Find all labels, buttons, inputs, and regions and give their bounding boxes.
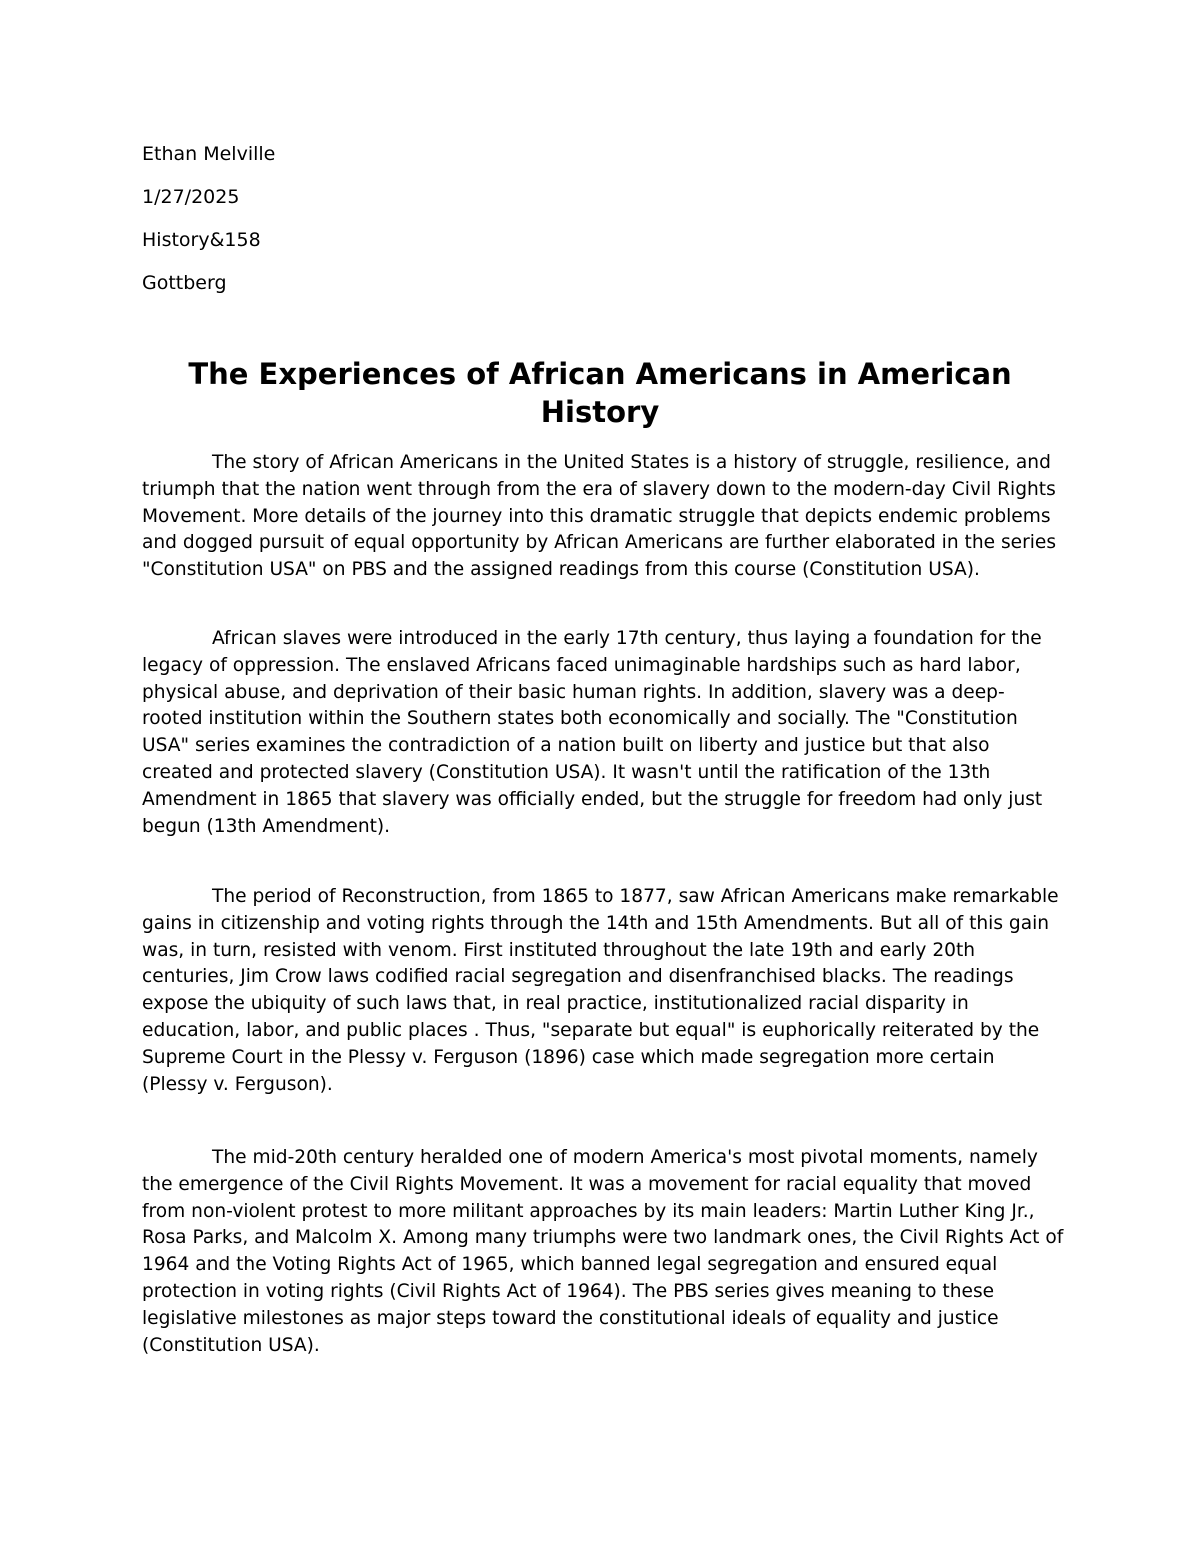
paragraph-1: The story of African Americans in the United States is a history of struggle, resilience, and triumph that the nation went through from the era of slavery down to the modern-day Civil Rights Movement. More details of the journey into this dramatic struggle that depicts endemic problems and dogged pursuit of equal opportunity by African Americans are further elaborated in the series "Constitution USA" on PBS and the assigned readings from this course (Constitution USA).: [142, 452, 1057, 581]
instructor-name: Gottberg: [142, 272, 227, 294]
author-name: Ethan Melville: [142, 143, 276, 165]
course-name: History&158: [142, 229, 261, 251]
paragraph-3: The period of Reconstruction, from 1865 to 1877, saw African Americans make remarkable gains in citizenship and voting rights through the 14th and 15th Amendments. But all of this gain was, in turn, resisted with venom. First instituted throughout the late 19th and early 20th centuries, Jim Crow laws codified racial segregation and disenfranchised blacks. The readings expose the ubiquity of such laws that, in real practice, institutionalized racial disparity in education, labor, and public places . Thus, "separate but equal" is euphorically reiterated by the Supreme Court in the Plessy v. Ferguson (1896) case which made segregation more certain (Plessy v. Ferguson).: [142, 886, 1059, 1095]
essay-title: The Experiences of African Americans in American History: [188, 357, 1012, 429]
document-date: 1/27/2025: [142, 186, 240, 208]
paragraph-2: African slaves were introduced in the early 17th century, thus laying a foundation for the legacy of oppression. The enslaved Africans faced unimaginable hardships such as hard labor, physical abuse, and deprivation of their basic human rights. In addition, slavery was a deep-rooted institution within the Southern states both economically and socially. The "Constitution USA" series examines the contradiction of a nation built on liberty and justice but that also created and protected slavery (Constitution USA). It wasn't until the ratification of the 13th Amendment in 1865 that slavery was officially ended, but the struggle for freedom had only just begun (13th Amendment).: [142, 628, 1043, 837]
paragraph-4: The mid-20th century heralded one of modern America's most pivotal moments, namely the emergence of the Civil Rights Movement. It was a movement for racial equality that moved from non-violent protest to more militant approaches by its main leaders: Martin Luther King Jr., Rosa Parks, and Malcolm X. Among many triumphs were two landmark ones, the Civil Rights Act of 1964 and the Voting Rights Act of 1965, which banned legal segregation and ensured equal protection in voting rights (Civil Rights Act of 1964). The PBS series gives meaning to these legislative milestones as major steps toward the constitutional ideals of equality and justice (Constitution USA).: [142, 1147, 1064, 1356]
